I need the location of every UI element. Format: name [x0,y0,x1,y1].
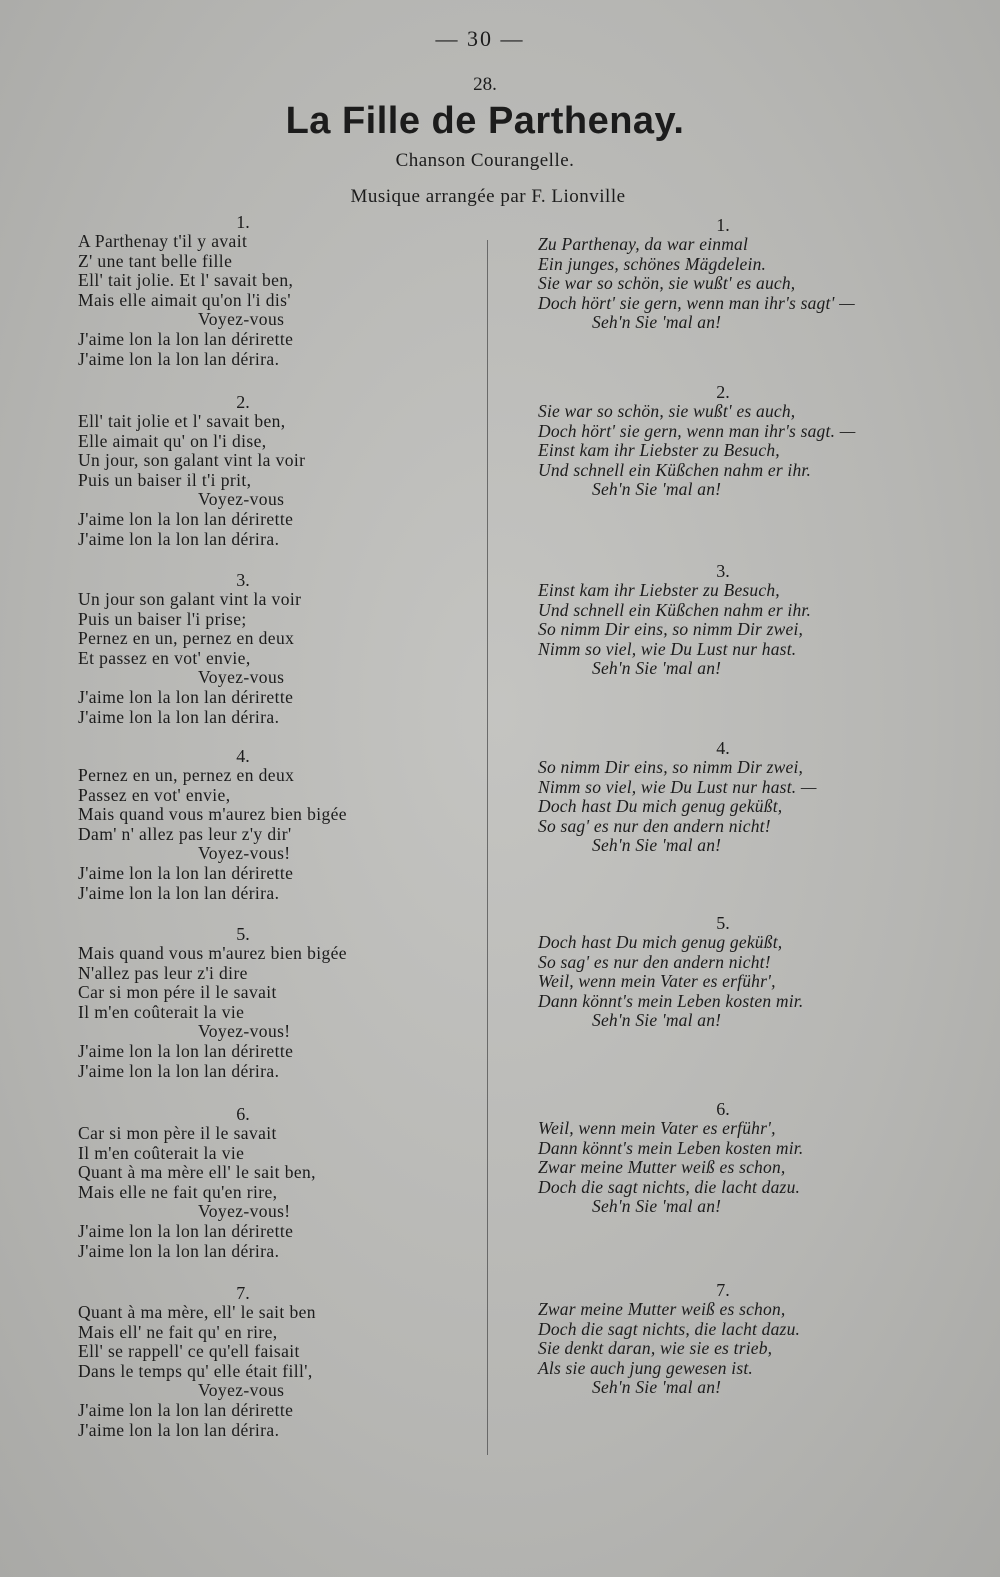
song-subtitle: Chanson Courangelle. [395,150,575,171]
refrain-line: J'aime lon la lon lan dérira. [78,706,280,727]
stanza-number: 3. [236,570,250,590]
refrain-line: J'aime lon la lon lan dérirette [78,508,294,529]
verse-line: Mais elle aimait qu'on l'i dis' [78,289,291,310]
verse-line: Weil, wenn mein Vater es erführ', [538,971,776,992]
stanza-number: 6. [236,1104,250,1124]
verse-line: Als sie auch jung gewesen ist. [538,1357,754,1378]
verse-line: Puis un baiser il t'i prit, [78,469,252,490]
verse-line: Un jour, son galant vint la voir [78,450,306,471]
refrain-line: Seh'n Sie 'mal an! [592,312,722,333]
verse-line: Zu Parthenay, da war einmal [538,234,749,254]
refrain-line: J'aime lon la lon lan dérira. [78,882,280,903]
verse-line: So sag' es nur den andern nicht! [538,951,771,972]
refrain-line: J'aime lon la lon lan dérira. [78,348,280,369]
refrain-line: J'aime lon la lon lan dérira. [78,1060,280,1081]
verse-line: Il m'en coûterait la vie [78,1001,245,1022]
refrain-line: J'aime lon la lon lan dérirette [78,1040,294,1061]
verse-line: Zwar meine Mutter weiß es schon, [538,1299,786,1319]
verse-line: N'allez pas leur z'i dire [78,962,248,983]
french-stanza-1 [78,212,408,369]
verse-line: Dann könnt's mein Leben kosten mir. [538,990,804,1011]
stanza-number: 1. [236,212,250,232]
stanza-number: 2. [716,382,730,402]
verse-line: Car si mon père il le savait [78,1123,277,1143]
refrain-line: Seh'n Sie 'mal an! [592,1377,722,1398]
refrain-line: J'aime lon la lon lan dérira. [78,1419,280,1440]
verse-line: Zwar meine Mutter weiß es schon, [538,1157,786,1178]
refrain-line: Seh'n Sie 'mal an! [592,835,722,856]
verse-line: Passez en vot' envie, [78,784,231,805]
verse-line: Doch die sagt nichts, die lacht dazu. [538,1318,801,1339]
german-stanza-4 [538,738,918,856]
verse-line: Sie denkt daran, wie sie es trieb, [538,1338,773,1359]
french-stanza-4 [78,746,408,903]
stanza-number: 1. [716,215,730,235]
song-title: La Fille de Parthenay. [285,100,685,142]
verse-line: Quant à ma mère ell' le sait ben, [78,1162,316,1183]
stanza-number: 3. [716,561,730,581]
verse-line: Ell' tait jolie et l' savait ben, [78,411,286,431]
refrain-line: J'aime lon la lon lan dérirette [78,862,294,883]
refrain-line: Voyez-vous [198,667,285,688]
verse-line: Pernez en un, pernez en deux [78,765,295,785]
refrain-line: J'aime lon la lon lan dérirette [78,328,294,349]
verse-line: Ell' se rappell' ce qu'ell faisait [78,1341,300,1362]
verse-line: Dans le temps qu' elle était fill', [78,1360,313,1381]
verse-line: Dam' n' allez pas leur z'y dir' [78,823,292,844]
stanza-number: 7. [236,1283,250,1303]
verse-line: Et passez en vot' envie, [78,647,251,668]
french-stanza-3 [78,570,408,727]
verse-line: Mais elle ne fait qu'en rire, [78,1181,278,1202]
verse-line: Einst kam ihr Liebster zu Besuch, [538,580,780,600]
verse-line: Und schnell ein Küßchen nahm er ihr. [538,459,812,480]
verse-line: Doch hört' sie gern, wenn man ihr's sagt. — [538,420,856,441]
verse-line: Dann könnt's mein Leben kosten mir. [538,1137,804,1158]
verse-line: Doch hast Du mich genug geküßt, [538,796,783,817]
verse-line: Nimm so viel, wie Du Lust nur hast. [538,638,797,659]
german-stanza-2 [538,382,918,500]
verse-line: Doch hast Du mich genug geküßt, [538,932,783,952]
verse-line: Elle aimait qu' on l'i dise, [78,430,267,451]
refrain-line: Seh'n Sie 'mal an! [592,1196,722,1217]
column-divider [487,240,488,1455]
refrain-line: Voyez-vous! [198,1201,291,1222]
stanza-number: 4. [716,738,730,758]
german-stanza-3 [538,561,918,679]
verse-line: So nimm Dir eins, so nimm Dir zwei, [538,619,804,640]
german-stanza-6 [538,1099,918,1217]
verse-line: Doch hört' sie gern, wenn man ihr's sagt' — [538,292,855,313]
refrain-line: J'aime lon la lon lan dérirette [78,686,294,707]
verse-line: Un jour son galant vint la voir [78,589,302,609]
verse-line: Nimm so viel, wie Du Lust nur hast. — [538,776,817,797]
verse-line: Puis un baiser l'i prise; [78,608,247,629]
german-stanza-1 [538,215,918,333]
german-stanza-5 [538,913,918,1031]
verse-line: Mais ell' ne fait qu' en rire, [78,1321,278,1342]
verse-line: Ein junges, schönes Mägdelein. [538,253,767,274]
verse-line: Pernez en un, pernez en deux [78,628,295,649]
stanza-number: 2. [236,392,250,412]
refrain-line: Seh'n Sie 'mal an! [592,1010,722,1031]
refrain-line: Seh'n Sie 'mal an! [592,658,722,679]
refrain-line: Voyez-vous [198,489,285,510]
verse-line: Ell' tait jolie. Et l' savait ben, [78,270,294,291]
verse-line: Sie war so schön, sie wußt' es auch, [538,273,796,294]
refrain-line: J'aime lon la lon lan dérirette [78,1399,294,1420]
music-credit: Musique arrangée par F. Lionville [350,186,626,207]
refrain-line: Voyez-vous [198,1380,285,1401]
verse-line: Mais quand vous m'aurez bien bigée [78,804,347,825]
french-stanza-2 [78,392,408,549]
verse-line: So nimm Dir eins, so nimm Dir zwei, [538,757,804,777]
verse-line: Und schnell ein Küßchen nahm er ihr. [538,599,812,620]
french-stanza-6 [78,1104,408,1261]
verse-line: Doch die sagt nichts, die lacht dazu. [538,1176,801,1197]
verse-line: Weil, wenn mein Vater es erführ', [538,1118,776,1138]
refrain-line: Voyez-vous! [198,1021,291,1042]
stanza-number: 4. [236,746,250,766]
stanza-number: 5. [236,924,250,944]
verse-line: Einst kam ihr Liebster zu Besuch, [538,440,780,461]
stanza-number: 7. [716,1280,730,1300]
verse-line: Z' une tant belle fille [78,250,233,271]
verse-line: So sag' es nur den andern nicht! [538,815,771,836]
french-stanza-7 [78,1283,408,1440]
verse-line: Quant à ma mère, ell' le sait ben [78,1302,316,1322]
verse-line: Mais quand vous m'aurez bien bigée [78,943,347,963]
refrain-line: J'aime lon la lon lan dérira. [78,1240,280,1261]
page-number: — 30 — [435,26,525,51]
refrain-line: Voyez-vous [198,309,285,330]
refrain-line: J'aime lon la lon lan dérira. [78,528,280,549]
refrain-line: J'aime lon la lon lan dérirette [78,1220,294,1241]
stanza-number: 6. [716,1099,730,1119]
verse-line: Car si mon pére il le savait [78,982,277,1003]
refrain-line: Seh'n Sie 'mal an! [592,479,722,500]
stanza-number: 5. [716,913,730,933]
verse-line: A Parthenay t'il y avait [78,231,248,251]
french-stanza-5 [78,924,408,1081]
song-number: 28. [473,74,497,95]
verse-line: Sie war so schön, sie wußt' es auch, [538,401,796,421]
refrain-line: Voyez-vous! [198,843,291,864]
verse-line: Il m'en coûterait la vie [78,1142,245,1163]
german-stanza-7 [538,1280,918,1398]
